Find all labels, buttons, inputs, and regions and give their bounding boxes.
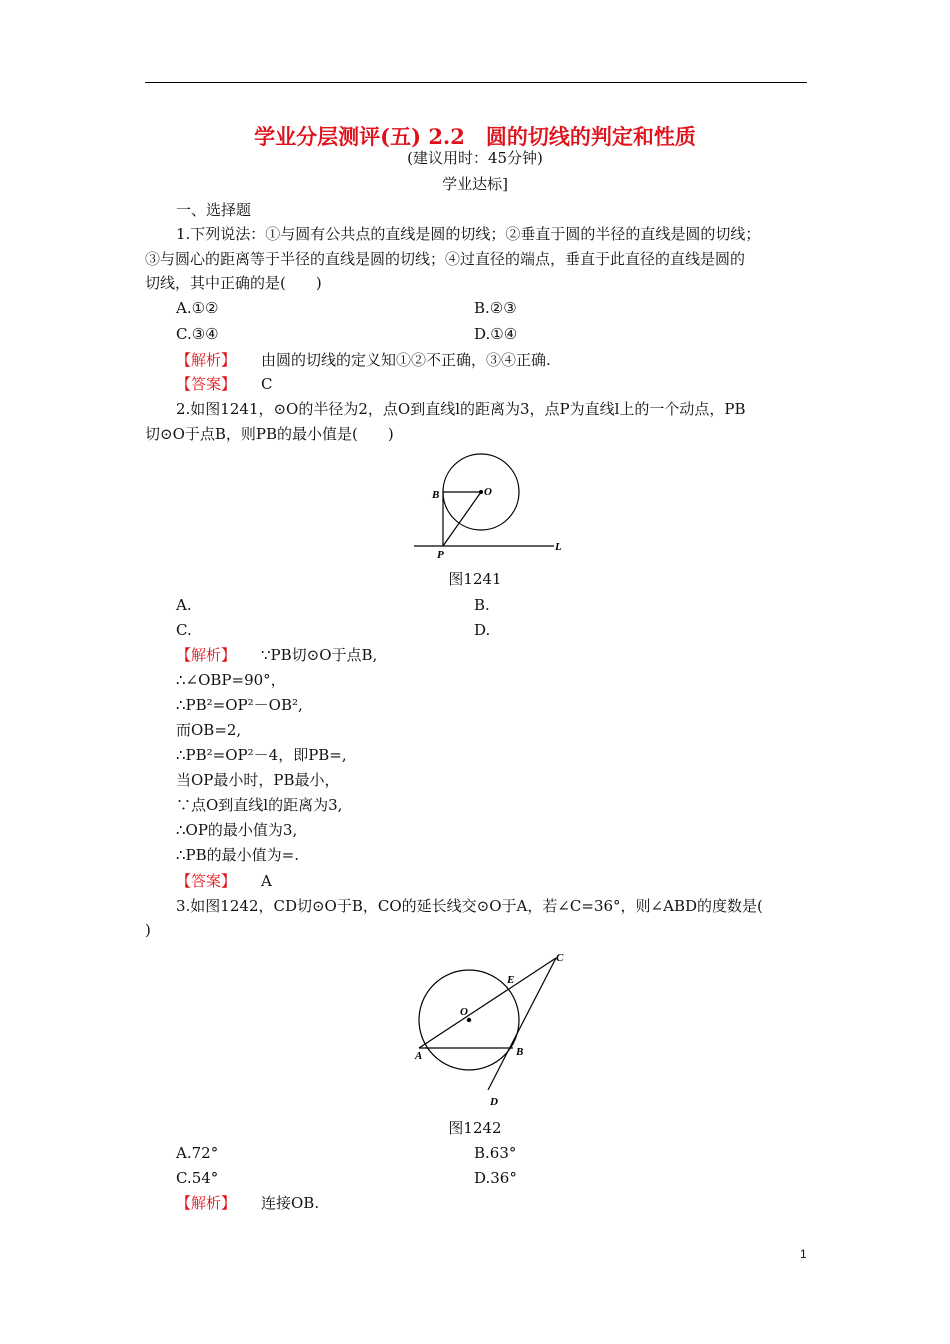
q1-answer: C bbox=[261, 375, 273, 393]
q1-answer-tag: 【答案】 bbox=[176, 375, 237, 393]
q2-step-3: ∴PB²=OP²－OB², bbox=[176, 696, 303, 714]
label-l: L bbox=[555, 541, 562, 553]
q1-line3: 切线，其中正确的是( ) bbox=[145, 274, 322, 292]
page-title: 学业分层测评(五) 2.2 圆的切线的判定和性质 bbox=[254, 124, 696, 149]
q2-option-d: D. bbox=[474, 621, 491, 639]
q2-step-1: ∵PB切⊙O于点B, bbox=[261, 646, 378, 664]
section-heading: 一、选择题 bbox=[176, 201, 252, 219]
tangent-cd bbox=[488, 958, 556, 1090]
label-a: A bbox=[415, 1050, 423, 1062]
q2-answer: A bbox=[261, 872, 272, 890]
q2-step-2: ∴∠OBP=90°， bbox=[176, 671, 286, 689]
q1-option-d: D.①④ bbox=[474, 325, 518, 343]
label-b: B bbox=[432, 489, 440, 501]
q3-option-b: B.63° bbox=[474, 1144, 517, 1162]
label-p: P bbox=[437, 549, 444, 561]
q1-option-a: A.①② bbox=[176, 299, 219, 317]
q2-option-a: A. bbox=[176, 596, 192, 614]
q1-analysis-tag: 【解析】 bbox=[176, 351, 237, 369]
q2-answer-tag: 【答案】 bbox=[176, 872, 237, 890]
q2-option-c: C. bbox=[176, 621, 192, 639]
q3-line2: ) bbox=[145, 921, 151, 939]
figure-1242-caption: 图1242 bbox=[448, 1119, 502, 1137]
q1-option-b: B.②③ bbox=[474, 299, 517, 317]
label-e: E bbox=[507, 974, 515, 986]
time-hint: (建议用时：45分钟) bbox=[407, 149, 543, 167]
figure-1241 bbox=[410, 450, 570, 565]
q2-line1: 2.如图1241，⊙O的半径为2，点O到直线l的距离为3，点P为直线l上的一个动点，PB bbox=[176, 400, 746, 418]
line-ac bbox=[419, 958, 556, 1048]
page-number: 1 bbox=[800, 1247, 807, 1261]
q2-step-4: 而OB=2, bbox=[176, 721, 242, 739]
center-dot bbox=[479, 490, 483, 494]
q2-step-8: ∴OP的最小值为3, bbox=[176, 821, 298, 839]
q2-step-5: ∴PB²=OP²－4，即PB=, bbox=[176, 746, 347, 764]
q2-step-7: ∵点O到直线l的距离为3, bbox=[176, 796, 343, 814]
label-d: D bbox=[490, 1096, 498, 1108]
q3-analysis: 连接OB. bbox=[261, 1194, 320, 1212]
figure-1242 bbox=[405, 945, 580, 1110]
center-dot bbox=[467, 1018, 471, 1022]
q2-analysis-tag: 【解析】 bbox=[176, 646, 237, 664]
q3-option-c: C.54° bbox=[176, 1169, 219, 1187]
label-o: O bbox=[460, 1006, 468, 1018]
q1-option-c: C.③④ bbox=[176, 325, 219, 343]
q3-analysis-tag: 【解析】 bbox=[176, 1194, 237, 1212]
q2-option-b: B. bbox=[474, 596, 490, 614]
label-c: C bbox=[556, 952, 564, 964]
q1-line1: 1.下列说法：①与圆有公共点的直线是圆的切线；②垂直于圆的半径的直线是圆的切线； bbox=[176, 225, 761, 243]
q3-option-a: A.72° bbox=[176, 1144, 219, 1162]
q3-option-d: D.36° bbox=[474, 1169, 517, 1187]
label-b: B bbox=[516, 1046, 524, 1058]
q1-line2: ③与圆心的距离等于半径的直线是圆的切线；④过直径的端点，垂直于此直径的直线是圆的 bbox=[145, 250, 746, 268]
q3-line1: 3.如图1242，CD切⊙O于B，CO的延长线交⊙O于A，若∠C=36°，则∠ABD的度数是( bbox=[176, 897, 763, 915]
segment-op bbox=[443, 492, 481, 546]
label-o: O bbox=[484, 486, 492, 498]
figure-1241-caption: 图1241 bbox=[448, 570, 502, 588]
q2-step-6: 当OP最小时，PB最小， bbox=[176, 771, 340, 789]
q1-analysis: 由圆的切线的定义知①②不正确，③④正确. bbox=[261, 351, 551, 369]
section-label: 学业达标] bbox=[442, 175, 508, 193]
header-rule bbox=[145, 82, 807, 83]
q2-line2: 切⊙O于点B，则PB的最小值是( ) bbox=[145, 425, 394, 443]
q2-step-9: ∴PB的最小值为=. bbox=[176, 846, 299, 864]
